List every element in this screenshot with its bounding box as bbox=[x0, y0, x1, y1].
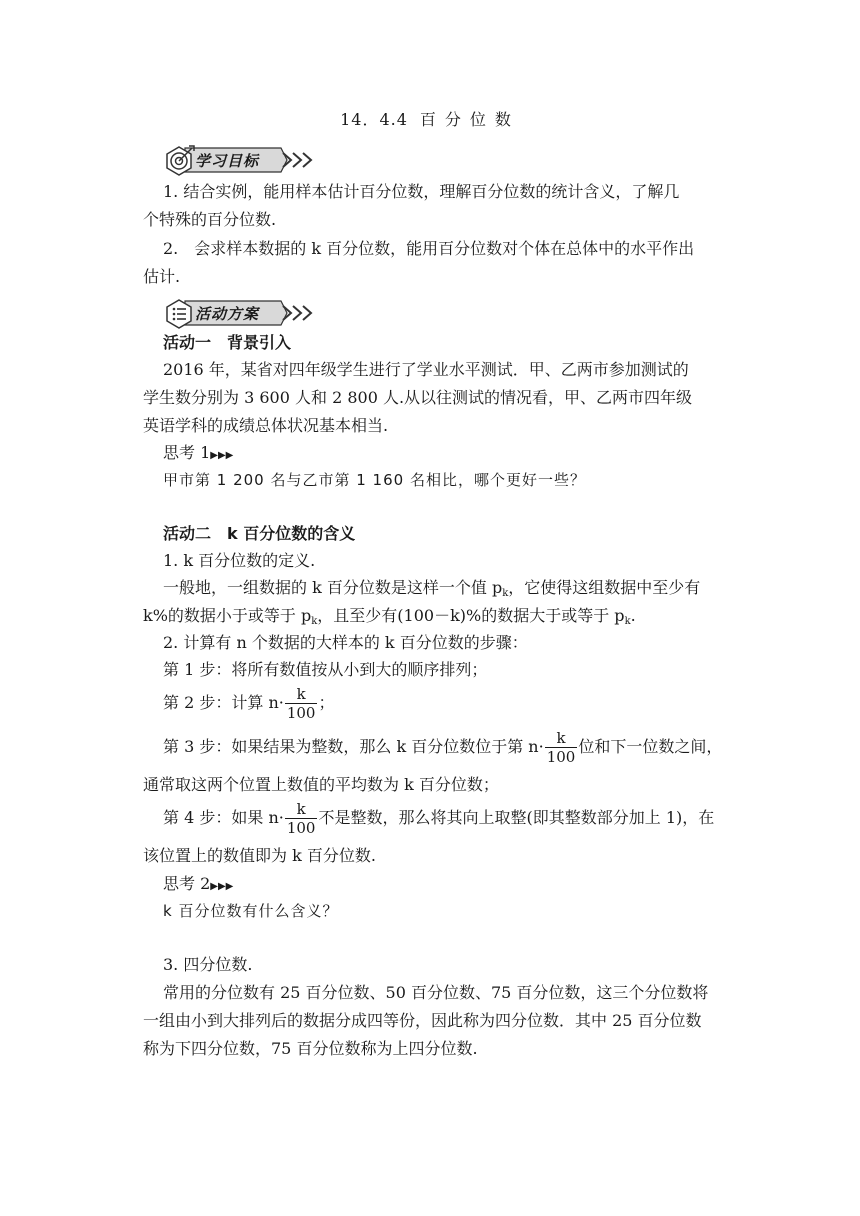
definition-line-2 bbox=[143, 606, 636, 632]
step-text: 第 2 步：计算 n· bbox=[163, 693, 284, 712]
banner-label: 活动方案 bbox=[195, 305, 260, 323]
fraction-numerator: k bbox=[285, 801, 318, 819]
think-label-text: 思考 1 bbox=[163, 443, 211, 462]
definition-text: 一般地，一组数据的 k 百分位数是这样一个值 p bbox=[163, 578, 503, 597]
step-text: 不是整数，那么将其向上取整(即其整数部分加上 1)，在 bbox=[318, 808, 715, 827]
activity-1-heading: 活动一 背景引入 bbox=[163, 333, 292, 352]
banner-label: 学习目标 bbox=[195, 152, 260, 170]
fraction-k-over-100 bbox=[545, 730, 578, 766]
quartile-title: 3. 四分位数. bbox=[163, 955, 253, 974]
step-text: 位和下一位数之间， bbox=[578, 737, 723, 756]
step-text: 第 3 步：如果结果为整数，那么 k 百分位数位于第 n· bbox=[163, 737, 544, 756]
step-1: 第 1 步：将所有数值按从小到大的顺序排列； bbox=[163, 660, 488, 679]
step-3 bbox=[163, 729, 722, 769]
definition-text: k%的数据小于或等于 p bbox=[143, 606, 312, 625]
quartile-line-3: 称为下四分位数，75 百分位数称为上四分位数. bbox=[143, 1039, 478, 1058]
target-dart-icon bbox=[163, 144, 197, 176]
step-4-line-2: 该位置上的数值即为 k 百分位数. bbox=[143, 846, 376, 865]
activity-2-heading: 活动二 k 百分位数的含义 bbox=[163, 524, 356, 543]
background-paragraph-line-3: 英语学科的成绩总体状况基本相当. bbox=[143, 416, 389, 435]
think-1-label bbox=[163, 443, 233, 466]
fraction-numerator: k bbox=[285, 686, 318, 704]
quartile-line-2: 一组由小到大排列后的数据分成四等份，因此称为四分位数．其中 25 百分位数 bbox=[143, 1011, 702, 1030]
quartile-line-1: 常用的分位数有 25 百分位数、50 百分位数、75 百分位数，这三个分位数将 bbox=[163, 983, 709, 1002]
think-2-question: k 百分位数有什么含义？ bbox=[163, 902, 339, 920]
background-paragraph-line-2: 学生数分别为 3 600 人和 2 800 人.从以往测试的情况看，甲、乙两市四年级 bbox=[143, 388, 693, 407]
fraction-denominator: 100 bbox=[286, 818, 316, 837]
think-2-label bbox=[163, 874, 233, 897]
triangle-arrows-icon: ▶▶▶ bbox=[210, 450, 234, 461]
definition-line-1 bbox=[163, 578, 700, 604]
fraction-k-over-100 bbox=[285, 801, 318, 837]
page-title bbox=[0, 107, 860, 130]
step-3-line-2: 通常取这两个位置上数值的平均数为 k 百分位数； bbox=[143, 775, 499, 794]
think-1-question: 甲市第 1 200 名与乙市第 1 160 名相比，哪个更好一些？ bbox=[163, 471, 586, 489]
step-text: 第 4 步：如果 n· bbox=[163, 808, 284, 827]
steps-title: 2. 计算有 n 个数据的大样本的 k 百分位数的步骤： bbox=[163, 633, 528, 652]
fraction-k-over-100 bbox=[285, 686, 318, 722]
section-name: 百分位数 bbox=[419, 110, 520, 129]
goal-2-line-2: 估计. bbox=[143, 267, 181, 286]
learning-goals-banner bbox=[163, 144, 323, 176]
fraction-numerator: k bbox=[545, 730, 578, 748]
step-2 bbox=[163, 685, 335, 725]
subscript-k: k bbox=[624, 616, 631, 627]
definition-title: 1. k 百分位数的定义. bbox=[163, 551, 316, 570]
subscript-k: k bbox=[311, 616, 318, 627]
think-label-text: 思考 2 bbox=[163, 874, 211, 893]
fraction-denominator: 100 bbox=[286, 703, 316, 722]
step-4 bbox=[163, 800, 714, 840]
triangle-arrows-icon: ▶▶▶ bbox=[210, 881, 234, 892]
subscript-k: k bbox=[502, 588, 509, 599]
definition-text: ，它使得这组数据中至少有 bbox=[508, 578, 701, 597]
definition-text: ，且至少有(100－k)%的数据大于或等于 p bbox=[317, 606, 625, 625]
activity-plan-banner bbox=[163, 297, 323, 329]
definition-text: . bbox=[630, 606, 636, 625]
section-number: 14．4.4 bbox=[340, 110, 408, 129]
goal-1-line-2: 个特殊的百分位数. bbox=[143, 210, 277, 229]
goal-2-line-1: 2. 会求样本数据的 k 百分位数，能用百分位数对个体在总体中的水平作出 bbox=[163, 239, 695, 258]
list-icon bbox=[163, 297, 197, 329]
goal-1-line-1: 1. 结合实例，能用样本估计百分位数，理解百分位数的统计含义，了解几 bbox=[163, 182, 680, 201]
fraction-denominator: 100 bbox=[546, 747, 576, 766]
step-text: ； bbox=[318, 693, 335, 712]
background-paragraph-line-1: 2016 年，某省对四年级学生进行了学业水平测试．甲、乙两市参加测试的 bbox=[163, 360, 689, 379]
